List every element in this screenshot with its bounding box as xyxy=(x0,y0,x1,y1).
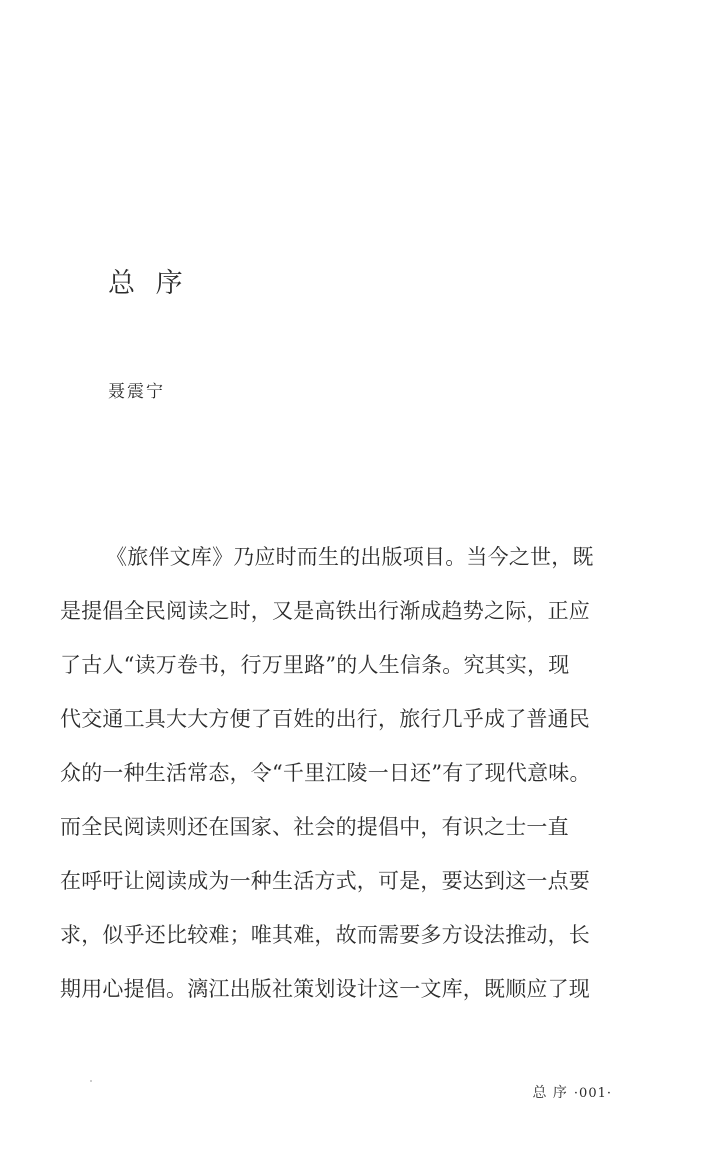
body-line-4: 代交通工具大大方便了百姓的出行，旅行几乎成了普通民 xyxy=(60,707,590,731)
body-line-7: 在呼吁让阅读成为一种生活方式，可是，要达到这一点要 xyxy=(60,869,590,893)
running-head: 总 序 xyxy=(532,1085,568,1101)
body-line-2: 是提倡全民阅读之时，又是高铁出行渐成趋势之际，正应 xyxy=(60,599,590,623)
author-name: 聂震宁 xyxy=(108,382,165,402)
scan-speck xyxy=(90,1080,92,1082)
body-line-5: 众的一种生活常态，令“千里江陵一日还”有了现代意味。 xyxy=(60,761,591,785)
page-footer xyxy=(532,1083,612,1104)
body-line-3: 了古人“读万卷书，行万里路”的人生信条。究其实，现 xyxy=(60,653,570,677)
body-line-9: 期用心提倡。漓江出版社策划设计这一文库，既顺应了现 xyxy=(60,977,590,1001)
body-line-8: 求，似乎还比较难；唯其难，故而需要多方设法推动，长 xyxy=(60,923,590,947)
page-number: ·001· xyxy=(573,1086,612,1101)
page-title: 总 序 xyxy=(108,268,189,299)
body-line-6: 而全民阅读则还在国家、社会的提倡中，有识之士一直 xyxy=(60,815,569,839)
body-text xyxy=(60,530,610,1016)
body-line-1: 《旅伴文库》乃应时而生的出版项目。当今之世，既 xyxy=(106,545,594,569)
